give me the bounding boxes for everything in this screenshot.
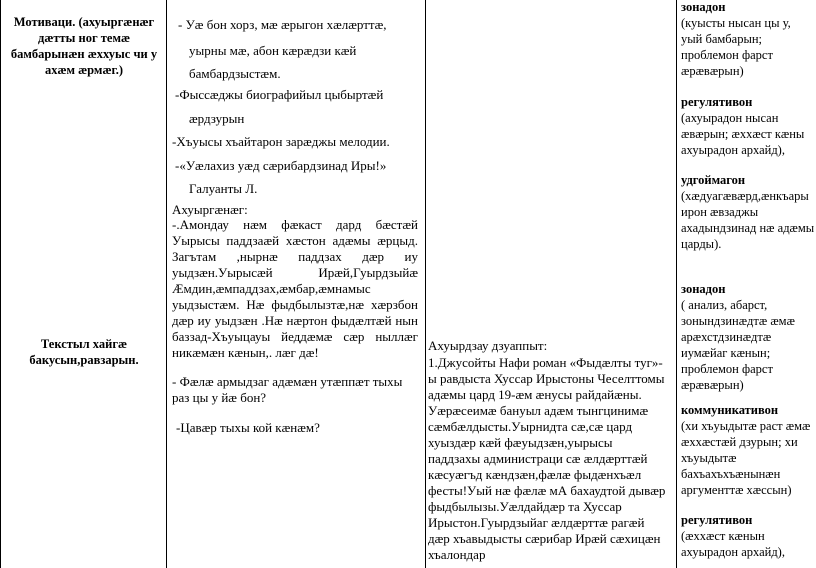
learning-actions-column [681,0,816,568]
author-line: Галуанты Л. [189,181,258,196]
uud-heading: зонадон [681,282,726,296]
uud-heading: регулятивон [681,95,753,109]
column-divider-3 [676,0,677,568]
student-activity-column [428,0,668,568]
uud-line: ахадындзинад нæ адæмы [681,221,815,235]
motivation-heading: Мотиваци. (ахуыргæнæг дæтты ног темæ бамбарынæн æххуыс чи у ахæм æрмæг.) [10,15,158,77]
stage-column [5,0,163,568]
melody-line: -Хъуысы хъайтарон зарæджы мелодии. [172,134,390,149]
uud-heading: коммуникативон [681,403,779,417]
uud-line: арæхстдзинæдтæ [681,330,772,344]
text-work-heading: Текстыл хайгæ бакусын,равзарын. [29,337,139,367]
greeting-line: - Уæ бон хорз, мæ æрыгон хæлæрттæ, [178,17,387,32]
uud-line: æрæвæрын) [681,378,744,392]
uud-line: æвæрын; æххæст кæны [681,127,805,141]
greeting-line: уырны мæ, абон кæрæдзи кæй [189,43,357,58]
biography-line: æрдзурын [189,111,245,126]
uud-line: (куысты нысан цы у, [681,16,791,30]
teacher-activity-column [170,0,421,568]
uud-line: уый бамбарын; [681,32,762,46]
uud-line: (хи хъуыдытæ раст æмæ [681,419,811,433]
column-divider-1 [166,0,167,568]
uud-line: ирон æвзаджы [681,205,759,219]
uud-line: ахуырадон архайд), [681,143,785,157]
uud-line: (хæдуагæвæрд,æнкъары [681,189,809,203]
table-border-left [0,0,1,568]
uud-line: зонындзинæдтæ æмæ [681,314,795,328]
teacher-label: Ахуыргæнæг: [172,202,248,217]
uud-line: (æххæст кæнын [681,529,765,543]
question-line: -Цавæр тыхы кой кæнæм? [176,420,320,435]
biography-line: -Фыссæджы биографийыл цыбыртæй [175,87,384,102]
uud-heading: регулятивон [681,513,753,527]
greeting-line: бамбардзыстæм. [189,66,281,81]
uud-line: æххæстæй дзурын; хи [681,435,798,449]
uud-line: царды). [681,237,722,251]
uud-line: бахъахъхъæнынæн [681,467,781,481]
student-answers-heading: Ахуырдзау дзуаппыт: [428,338,548,353]
song-title-line: -«Уæлахиз уæд сæрибардзинад Иры!» [175,158,387,173]
uud-line: хъуыдытæ [681,451,737,465]
uud-line: аргументтæ хæссын) [681,483,792,497]
uud-line: иумæйаг кæнын; [681,346,771,360]
uud-line: проблемон фарст [681,362,773,376]
uud-line: (ахуырадон нысан [681,111,779,125]
teacher-paragraph: -.Амондау нæм фæкаст дард бæстæй Уырысы паддзаæй хæстон адæмы æрцыд. Загътам ,нырнæ паддзах дæр иу уыдзæн.Уырысæй Ирæй,Гуырдзыйæ Æмдин,æмпаддзах,æмбар,æмнамыс уыдзыстæм. Нæ фыдбылызтæ,нæ хæрзбон дæр иу уыдзæн .Нæ нæртон фыдæлтæй нын баззад-Хъуыцауы йеддæмæ сæр ныллæг никæмæн кæнын,. лæг дæ! [172,217,418,360]
uud-line: ( анализ, абарст, [681,298,768,312]
uud-line: ахуырадон архайд), [681,545,785,559]
question-line: - Фæлæ армыдзаг адæмæн утæппæт тыхы раз цы у йæ бон? [172,374,403,405]
uud-line: проблемон фарст [681,48,773,62]
uud-line: æрæвæрын) [681,64,744,78]
column-divider-2 [425,0,426,568]
student-answer-paragraph: 1.Джусойты Нафи роман «Фыдæлты туг»-ы равдыста Хуссар Ирыстоны Чеселттомы адæмы цард 19-æм æнусы райдайæны. Уæрæсеимæ бануыл адæм тынгцинимæ сæмбæлдысты.Уырнидта сæ,сæ цард хуыздæр кæй фæуыдзæн,уырысы паддзахы администраци сæ æлдæрттæй кæсуæгъд кæндзæн,фæлæ фыдæнхъæл фесты!Уый нæ фæлæ мА бахаудтой дывæр фыдбылызы.Уæлдайдæр та Хуссар Ирыстон.Гуырдзыйаг æлдæрттæ рагæй дæр хъавыдысты сæрибар Ирæй сæхицæн хъалондар [428,355,666,562]
uud-heading: зонадон [681,0,726,14]
uud-heading: удгоймагон [681,173,746,187]
